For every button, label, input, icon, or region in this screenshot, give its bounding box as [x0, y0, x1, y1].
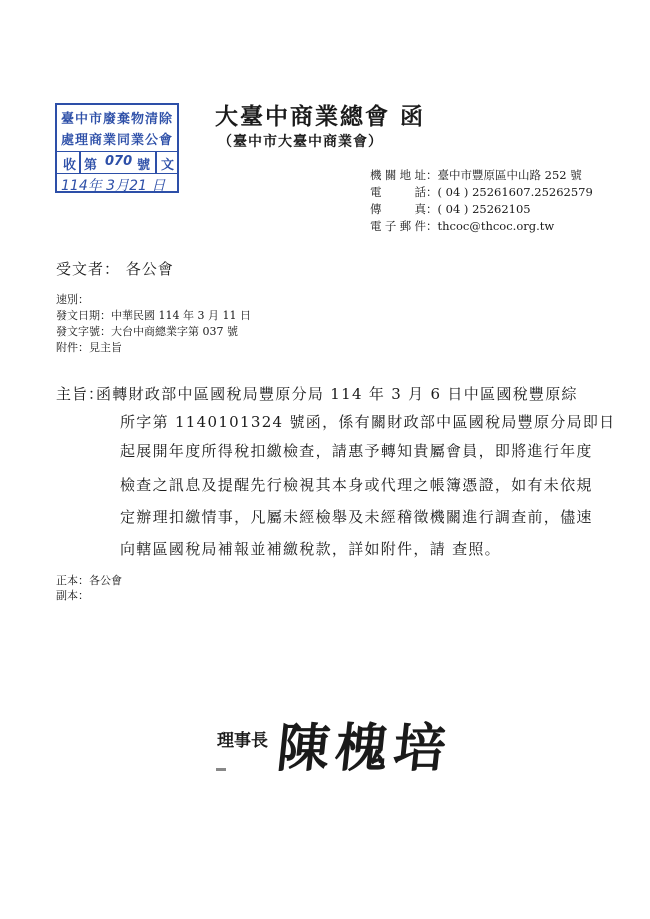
subject-line: 檢查之訊息及提醒先行檢視其本身或代理之帳簿憑證，如有未依規 [120, 476, 593, 494]
stamp-cell-wen: 文 [161, 158, 175, 173]
document-title: 大臺中商業總會 函 [215, 103, 426, 130]
stamp-cell-number: 070 [105, 154, 133, 169]
subject-label: 主旨： [56, 385, 105, 403]
contact-value: ：( 04 ) 25261607.25262579 [426, 185, 593, 199]
stamp-date: 114年 3月21 日 [61, 178, 166, 194]
contact-value: ：臺中市豐原區中山路 252 號 [426, 168, 582, 182]
subject-line: 所字第 1140101324 號函，係有關財政部中區國稅局豐原分局即日 [120, 413, 616, 431]
contact-address [370, 167, 582, 183]
contact-label: 機關地址 [370, 168, 426, 182]
meta-doc-number: 發文字號：大台中商總業字第 037 號 [56, 325, 238, 338]
document-subtitle: （臺中市大臺中商業會） [218, 134, 383, 150]
meta-speed: 速別： [56, 293, 89, 306]
signature-title: 理事長 [217, 731, 268, 751]
contact-fax [370, 201, 531, 217]
subject-line: 定辦理扣繳情事，凡屬未經檢舉及未經稽徵機關進行調查前，儘速 [120, 508, 593, 526]
subject-line: 起展開年度所得稅扣繳檢查，請惠予轉知貴屬會員，即將進行年度 [120, 442, 593, 460]
scan-mark [216, 768, 226, 771]
stamp-number-row [57, 151, 177, 174]
stamp-cell-receive: 收 [63, 158, 77, 173]
subject-line: 向轄區國稅局補報並補繳稅款，詳如附件，請 查照。 [120, 540, 501, 558]
contact-label: 傳真 [370, 202, 426, 216]
contact-label: 電子郵件 [370, 219, 426, 233]
signature-name: 陳槐培 [274, 718, 455, 779]
stamp-cell-ordinal: 第 [84, 158, 98, 173]
contact-value: ：( 04 ) 25262105 [426, 202, 531, 216]
addressee: 受文者： 各公會 [56, 260, 174, 278]
contact-label: 電話 [370, 185, 426, 199]
contact-phone [370, 184, 593, 200]
meta-attachment: 附件：見主旨 [56, 341, 122, 354]
contact-value: ：thcoc@thcoc.org.tw [426, 219, 555, 233]
stamp-line-1: 臺中市廢棄物清除 [61, 112, 174, 127]
stamp-cell-hao: 號 [137, 158, 151, 173]
stamp-line-2: 處理商業同業公會 [61, 133, 174, 148]
contact-email [370, 218, 554, 234]
meta-date: 發文日期：中華民國 114 年 3 月 11 日 [56, 309, 251, 322]
original-recipient: 正本：各公會 [56, 574, 122, 587]
subject-line: 函轉財政部中區國稅局豐原分局 114 年 3 月 6 日中區國稅豐原綜 [96, 385, 578, 403]
copy-recipient: 副本： [56, 589, 89, 602]
receipt-stamp [55, 103, 179, 193]
